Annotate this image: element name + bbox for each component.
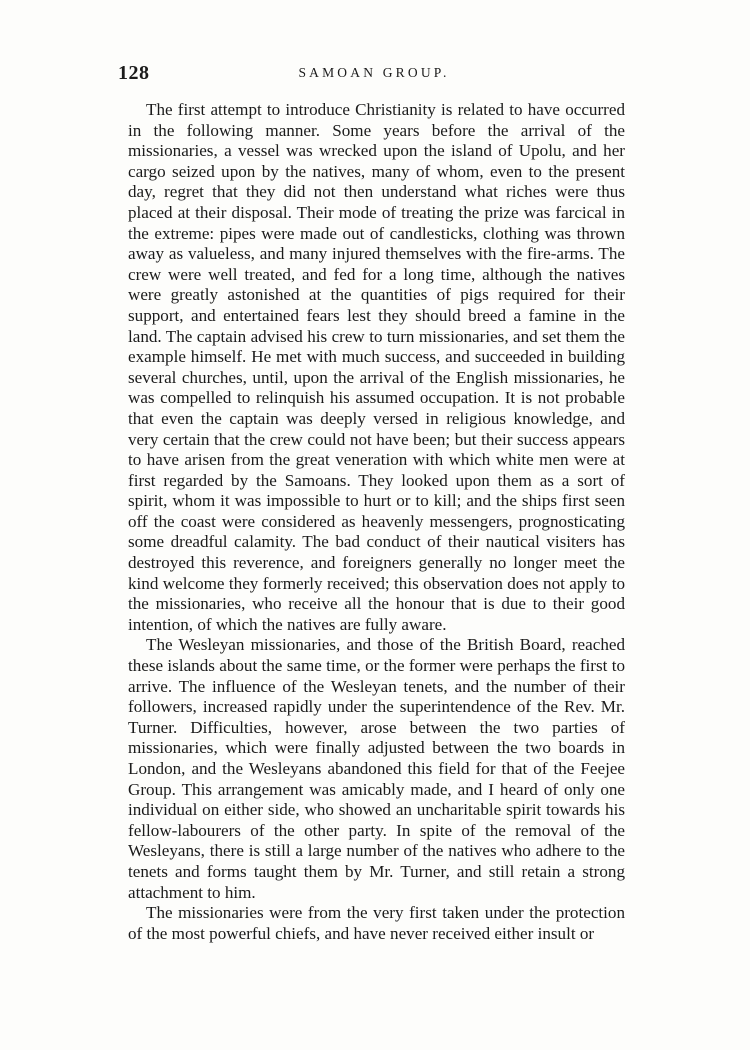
running-head — [118, 62, 630, 86]
body-text — [128, 100, 625, 944]
paragraph: The Wesleyan missionaries, and those of the British Board, reached these islands about the same time, or the former were perhaps the first to arrive. The influence of the Wesleyan tenets, and the number of their followers, increased rapidly under the superintendence of the Rev. Mr. Turner. Difficulties, however, arose between the two parties of missionaries, which were finally adjusted between the two boards in London, and the Wesleyans abandoned this field for that of the Feejee Group. This arrangement was amicably made, and I heard of only one individual on either side, who showed an uncharitable spirit towards his fellow-labourers of the other party. In spite of the removal of the Wesleyans, there is still a large number of the natives who adhere to the tenets and forms taught them by Mr. Turner, and still retain a strong attachment to him. — [128, 635, 625, 902]
page-number: 128 — [118, 62, 150, 84]
paragraph: The first attempt to introduce Christianity is related to have occurred in the following manner. Some years before the arrival of the missionaries, a vessel was wrecked upon the island of Upolu, and her cargo seized upon by the natives, many of whom, even to the present day, regret that they did not then understand what riches were thus placed at their disposal. Their mode of treating the prize was farcical in the extreme: pipes were made out of candlesticks, clothing was thrown away as valueless, and many injured themselves with the fire-arms. The crew were well treated, and fed for a long time, although the natives were greatly astonished at the quantities of pigs required for their support, and entertained fears lest they should breed a famine in the land. The captain advised his crew to turn missionaries, and set them the example himself. He met with much success, and succeeded in building several churches, until, upon the arrival of the English missionaries, he was compelled to relinquish his assumed occupation. It is not probable that even the captain was deeply versed in religious knowledge, and very certain that the crew could not have been; but their success appears to have arisen from the great veneration with which white men were at first regarded by the Samoans. They looked upon them as a sort of spirit, whom it was impossible to hurt or to kill; and the ships first seen off the coast were considered as heavenly messengers, prognosticating some dreadful calamity. The bad conduct of their nautical visiters has destroyed this reverence, and foreigners generally no longer meet the kind welcome they formerly received; this observation does not apply to the missionaries, who receive all the honour that is due to their good intention, of which the natives are fully aware. — [128, 100, 625, 634]
running-title: SAMOAN GROUP. — [298, 65, 450, 80]
paragraph: The missionaries were from the very first taken under the protection of the most powerful chiefs, and have never received either insult or — [128, 903, 625, 943]
